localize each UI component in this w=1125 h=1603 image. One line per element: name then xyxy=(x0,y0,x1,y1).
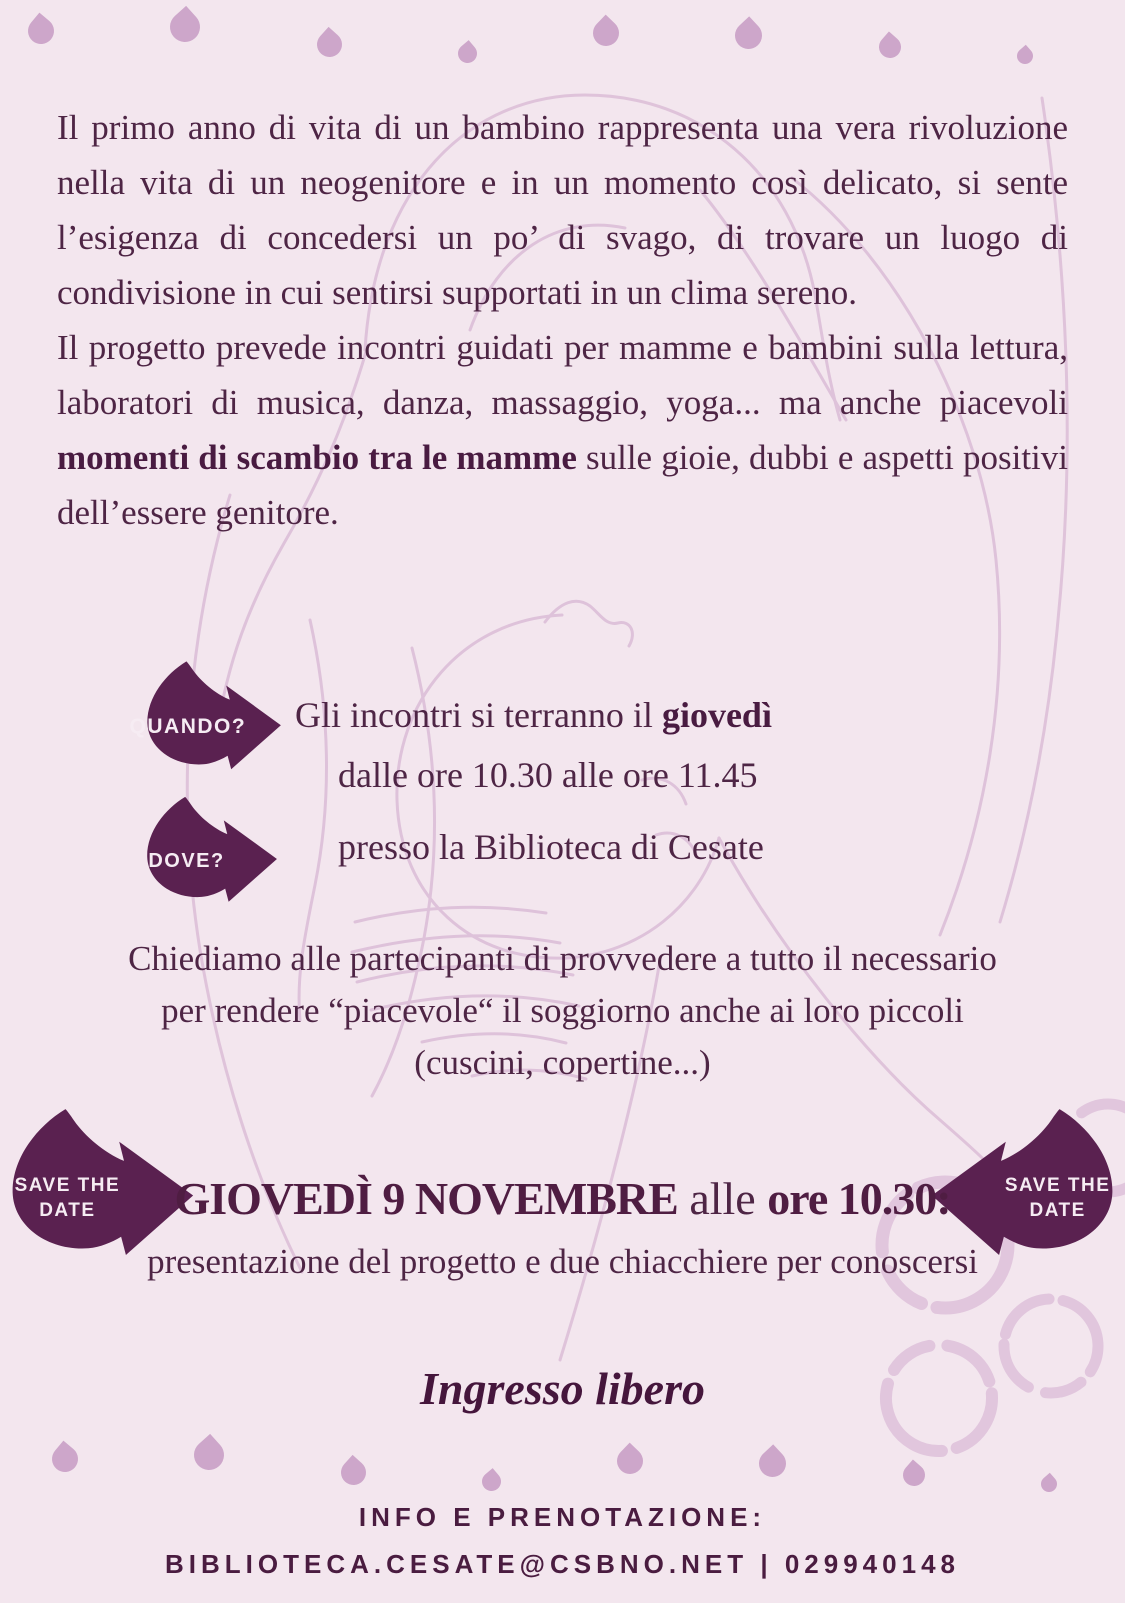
intro-paragraph-2-text-after: sulle gioie, dubbi e aspetti positivi dell’essere genitore. xyxy=(57,438,1068,532)
intro-paragraph-1: Il primo anno di vita di un bambino rappresenta una vera rivoluzione nella vita di un neogenitore e in un momento così delicato, si sente l’esigenza di concedersi un po’ di svago, di trovare un luogo di condivisione in cui sentirsi supportati in un clima sereno. xyxy=(57,108,1068,312)
intro-paragraph-2-bold: momenti di scambio tra le mamme xyxy=(57,438,577,477)
note-line-1: Chiediamo alle partecipanti di provvedere a tutto il necessario xyxy=(128,939,997,978)
teardrop-dot xyxy=(898,1459,929,1490)
teardrop-dot xyxy=(164,6,206,48)
footer-info-label: INFO E PRENOTAZIONE: xyxy=(358,1502,767,1532)
teardrop-dots-bottom xyxy=(0,1438,1125,1492)
teardrop-dot xyxy=(730,16,768,54)
save-the-date-label-line1: SAVE THE xyxy=(14,1174,121,1196)
free-entry-text: Ingresso libero xyxy=(420,1363,705,1414)
teardrop-dot xyxy=(454,40,481,67)
dove-badge xyxy=(141,788,279,912)
quando-badge xyxy=(129,652,283,780)
footer-contact-line: BIBLIOTECA.CESATE@CSBNO.NET | 029940148 xyxy=(165,1549,960,1579)
event-description: presentazione del progetto e due chiacchiere per conoscersi xyxy=(147,1242,978,1281)
intro-paragraph-2-text: Il progetto prevede incontri guidati per mamme e bambini sulla lettura, laboratori di musica, danza, massaggio, yoga... ma anche piacevoli xyxy=(57,328,1068,422)
quando-line-1 xyxy=(295,694,772,736)
teardrop-dot xyxy=(478,1468,505,1495)
intro-section xyxy=(57,100,1068,540)
teardrop-dot xyxy=(612,1443,649,1480)
teardrop-dot xyxy=(47,1441,84,1478)
quando-line-1-bold: giovedì xyxy=(661,695,772,735)
note-line-3: (cuscini, copertine...) xyxy=(414,1043,711,1082)
teardrop-dot xyxy=(1014,45,1037,68)
note-line-2: per rendere “piacevole“ il soggiorno anche ai loro piccoli xyxy=(161,991,964,1030)
event-date-connector: alle xyxy=(677,1173,768,1224)
teardrop-dot xyxy=(874,31,905,62)
save-the-date-label-line2: DATE xyxy=(1029,1199,1086,1221)
save-the-date-label-line2: DATE xyxy=(39,1199,96,1221)
dove-line: presso la Biblioteca di Cesate xyxy=(338,827,764,867)
quando-line-2: dalle ore 10.30 alle ore 11.45 xyxy=(338,755,758,795)
quando-line-1-text: Gli incontri si terranno il xyxy=(295,695,662,735)
dove-badge-label: DOVE? xyxy=(148,849,225,872)
save-the-date-label-line1: SAVE THE xyxy=(1004,1174,1111,1196)
quando-badge-label: QUANDO? xyxy=(129,715,247,739)
teardrop-dot xyxy=(754,1444,792,1482)
teardrop-dot xyxy=(335,1455,370,1490)
teardrop-dot xyxy=(188,1434,230,1476)
note-block xyxy=(30,933,1095,1089)
teardrop-dot xyxy=(1038,1473,1061,1496)
teardrop-dots-top xyxy=(0,10,1125,64)
teardrop-dot xyxy=(311,27,346,62)
teardrop-dot xyxy=(23,13,60,50)
event-date-heading xyxy=(0,1172,1125,1225)
intro-paragraph-2 xyxy=(57,320,1068,540)
teardrop-dot xyxy=(588,15,625,52)
event-time: ore 10.30: xyxy=(767,1173,951,1224)
event-date: GIOVEDÌ 9 NOVEMBRE xyxy=(174,1173,678,1224)
